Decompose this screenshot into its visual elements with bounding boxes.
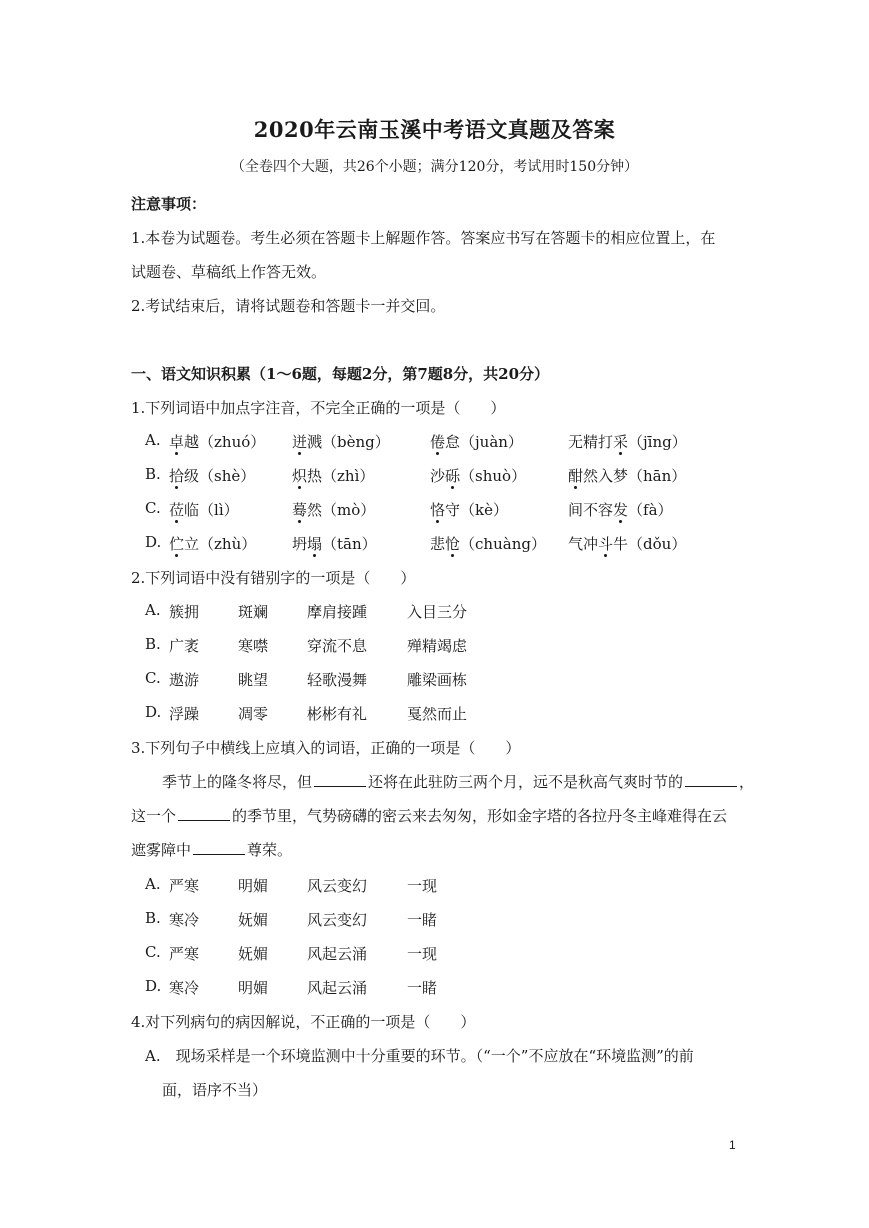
dotted-char: 蓦 [292,501,308,519]
option-word [568,465,686,486]
dotted-char: 恪 [430,501,446,519]
option-word [568,533,686,554]
option-word [292,499,375,520]
notice-item-1: 1.本卷为试题卷。考生必须在答题卡上解题作答。答案应书写在答题卡的相应位置上，在 [131,229,716,247]
page-title: 2020年云南玉溪中考语文真题及答案 [253,117,616,142]
word-pinyin: （jīng） [628,433,687,451]
word-pinyin: 级（shè） [184,467,256,485]
option-letter: C. [145,943,161,961]
option-word: 妩媚 [238,911,269,929]
option-word [430,533,546,554]
dotted-char: 砾 [445,467,461,485]
question-3-passage-line-2 [131,805,727,826]
word-prefix: 间不容 [568,501,614,519]
exam-subtitle: （全卷四个大题，共26个小题；满分120分，考试用时150分钟） [230,159,639,175]
passage-text: 这一个 [131,807,177,825]
dotted-char: 卓 [169,433,185,451]
option-word: 寒冷 [169,979,200,997]
option-word [430,499,508,520]
option-word [292,431,390,452]
option-word [568,499,673,520]
question-2-stem: 2.下列词语中没有错别字的一项是（ ） [131,569,416,587]
option-word: 浮躁 [169,705,200,723]
passage-text: ， [739,773,755,791]
word-pinyin: 牛（dǒu） [613,535,687,553]
word-prefix: 悲 [430,535,446,553]
option-word: 明媚 [238,979,269,997]
question-3-passage-line-1 [162,771,754,792]
word-pinyin: 临（lì） [184,501,239,519]
option-word: 寒冷 [169,911,200,929]
option-letter: D. [145,703,162,721]
question-4-stem: 4.对下列病句的病因解说，不正确的一项是（ ） [131,1013,476,1031]
option-word: 寒噤 [238,637,269,655]
option-letter: B. [145,465,161,483]
option-word: 风云变幻 [307,877,368,895]
passage-text: 季节上的隆冬将尽，但 [162,773,313,791]
dotted-char: 塌 [307,535,323,553]
option-word: 一睹 [407,911,438,929]
option-word: 眺望 [238,671,269,689]
word-pinyin: 怠（juàn） [445,433,523,451]
option-word: 严寒 [169,877,200,895]
option-word [292,465,374,486]
word-pinyin: 然（mò） [307,501,376,519]
option-word: 戛然而止 [407,705,468,723]
option-word: 簇拥 [169,603,200,621]
section-1-heading: 一、语文知识积累（1～6题，每题2分，第7题8分，共20分） [131,365,550,383]
option-letter: C. [145,499,161,517]
dotted-char: 斗 [598,535,614,553]
word-pinyin: （fà） [628,501,673,519]
option-word: 风起云涌 [307,945,368,963]
notice-item-2: 2.考试结束后，请将试题卷和答题卡一并交回。 [131,297,446,315]
dotted-char: 倦 [430,433,446,451]
question-4-option-a-cont: 面，语序不当） [162,1081,268,1099]
fill-blank-3 [178,806,230,821]
word-prefix: 无精打 [568,433,614,451]
fill-blank-4 [193,840,245,855]
option-letter: D. [145,533,162,551]
option-word: 凋零 [238,705,269,723]
dotted-char: 莅 [169,501,185,519]
option-letter: A. [145,601,161,619]
passage-text: 遮雾障中 [131,841,192,859]
option-word [169,465,255,486]
option-word: 明媚 [238,877,269,895]
option-word: 一现 [407,877,438,895]
option-word: 雕梁画栋 [407,671,468,689]
option-letter: B. [145,635,161,653]
word-pinyin: 守（kè） [445,501,508,519]
word-pinyin: （shuò） [460,467,527,485]
option-word [568,431,687,452]
dotted-char: 拾 [169,467,185,485]
option-letter: A. [145,875,161,893]
question-1-stem: 1.下列词语中加点字注音，不完全正确的一项是（ ） [131,399,506,417]
page-number: 1 [729,1138,736,1152]
option-word: 斑斓 [238,603,269,621]
option-letter: A. [145,431,161,449]
word-prefix: 气冲 [568,535,599,553]
passage-text: 还将在此驻防三两个月，远不是秋高气爽时节的 [368,773,684,791]
fill-blank-1 [314,772,366,787]
dotted-char: 迸 [292,433,308,451]
question-4-option-a: A. 现场采样是一个环境监测中十分重要的环节。（“一个”不应放在“环境监测”的前 [145,1047,694,1065]
dotted-char: 伫 [169,535,185,553]
option-word: 一睹 [407,979,438,997]
option-word: 遨游 [169,671,200,689]
option-word: 摩肩接踵 [307,603,368,621]
option-word [169,499,239,520]
question-3-passage-line-3 [131,839,292,860]
word-pinyin: 然入梦（hān） [583,467,687,485]
dotted-char: 采 [613,433,629,451]
fill-blank-2 [685,772,737,787]
word-pinyin: 立（zhù） [184,535,257,553]
passage-text: 的季节里，气势磅礴的密云来去匆匆，形如金字塔的各拉丹冬主峰难得在云 [232,807,728,825]
option-letter: C. [145,669,161,687]
option-word [430,465,526,486]
option-letter: D. [145,977,162,995]
notice-item-1-cont: 试题卷、草稿纸上作答无效。 [131,263,327,281]
option-word [430,431,523,452]
option-word: 彬彬有礼 [307,705,368,723]
word-prefix: 坍 [292,535,308,553]
option-word: 轻歌漫舞 [307,671,368,689]
option-word: 入目三分 [407,603,468,621]
question-3-stem: 3.下列句子中横线上应填入的词语，正确的一项是（ ） [131,739,521,757]
option-word: 广袤 [169,637,200,655]
dotted-char: 炽 [292,467,308,485]
word-prefix: 沙 [430,467,446,485]
word-pinyin: 越（zhuó） [184,433,266,451]
word-pinyin: （chuàng） [460,535,546,553]
option-word: 穿流不息 [307,637,368,655]
option-word [169,431,265,452]
option-letter: B. [145,909,161,927]
option-word: 殚精竭虑 [407,637,468,655]
word-pinyin: 溅（bèng） [307,433,390,451]
dotted-char: 怆 [445,535,461,553]
option-word: 一现 [407,945,438,963]
dotted-char: 发 [613,501,629,519]
option-word: 风起云涌 [307,979,368,997]
option-word: 妩媚 [238,945,269,963]
option-word [169,533,256,554]
option-word: 风云变幻 [307,911,368,929]
passage-text: 尊荣。 [247,841,293,859]
dotted-char: 酣 [568,467,584,485]
word-pinyin: （tān） [322,535,377,553]
word-pinyin: 热（zhì） [307,467,375,485]
option-word [292,533,377,554]
option-word: 严寒 [169,945,200,963]
notice-heading: 注意事项： [131,195,207,213]
